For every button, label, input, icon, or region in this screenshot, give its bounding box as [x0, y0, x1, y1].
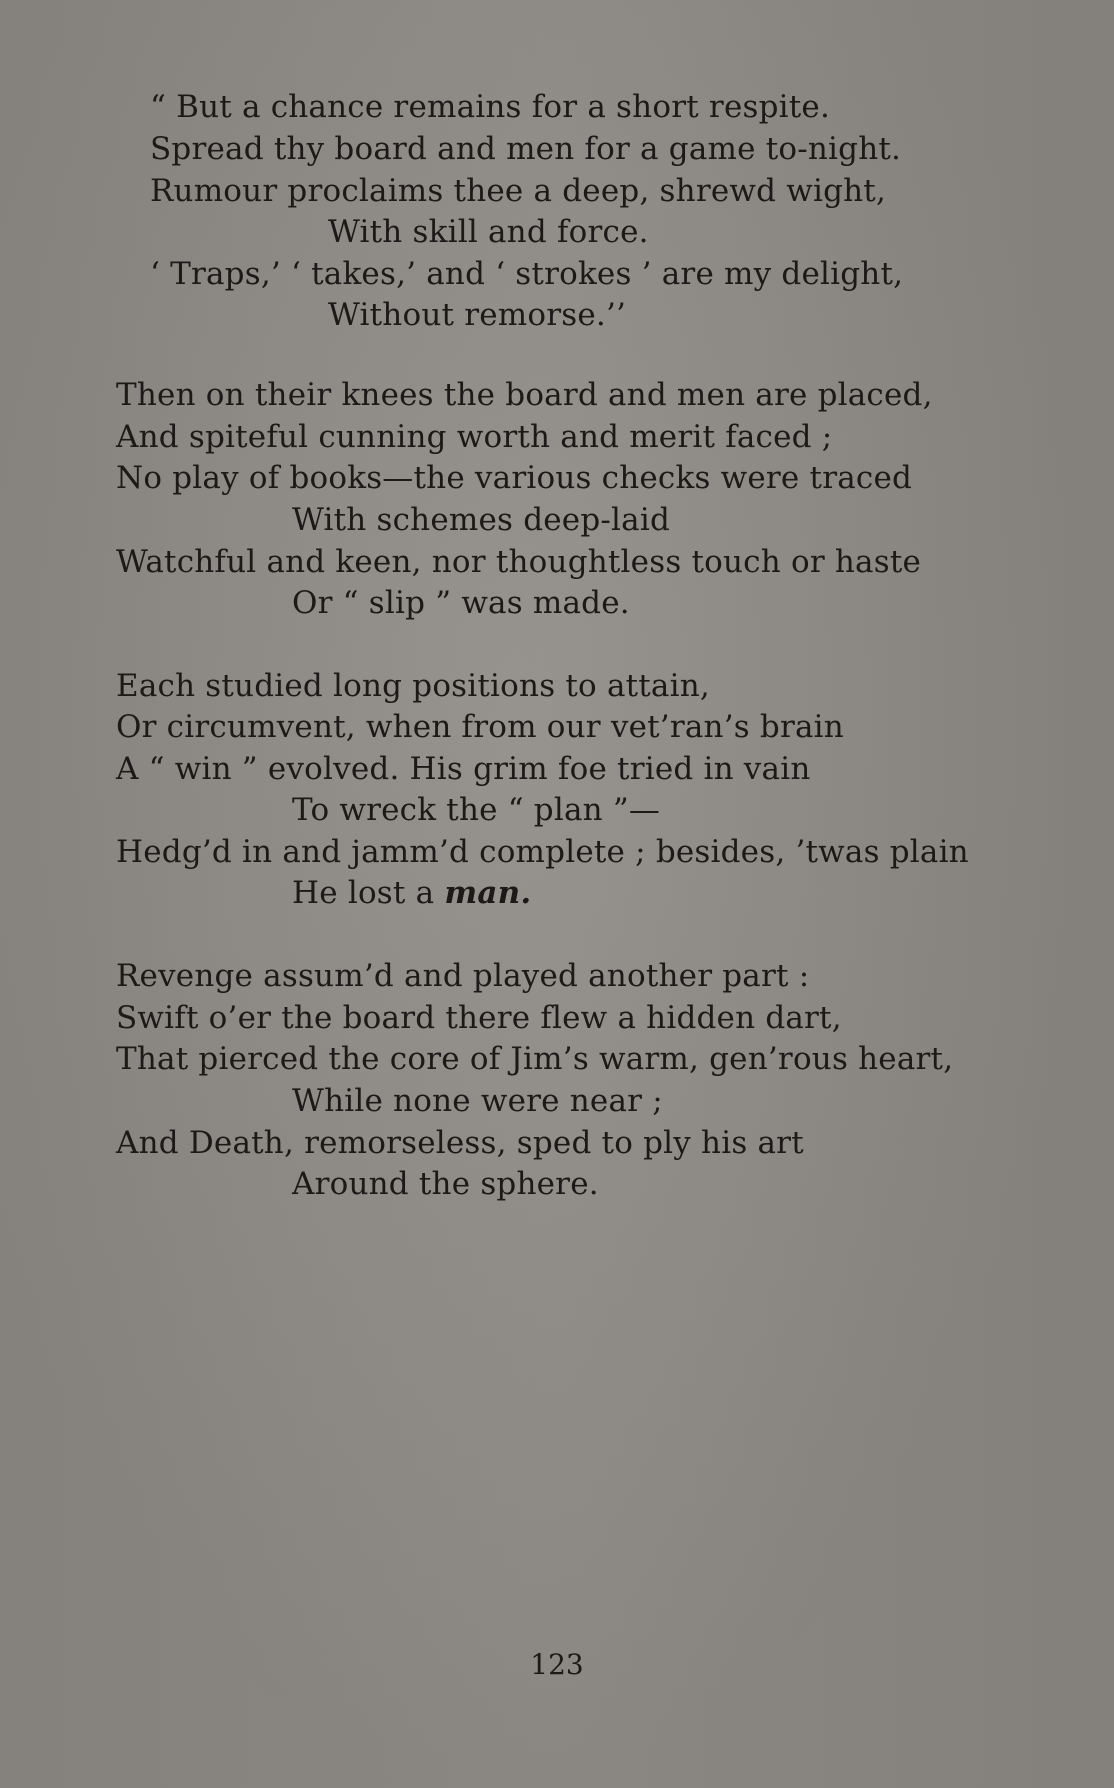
page-number: 123	[530, 1648, 584, 1681]
poem-line: A “ win ” evolved. His grim foe tried in vain	[116, 751, 811, 787]
poem-line: To wreck the “ plan ”—	[292, 792, 661, 828]
poem-line: “ But a chance remains for a short respite.	[150, 89, 831, 125]
poem-line: Revenge assum’d and played another part :	[116, 958, 810, 994]
poem-line: Or “ slip ” was made.	[292, 585, 630, 621]
poem-line: Spread thy board and men for a game to-night.	[150, 131, 902, 167]
poem-line: Each studied long positions to attain,	[116, 668, 710, 704]
poem-line: Swift o’er the board there flew a hidden dart,	[116, 1000, 842, 1036]
poem-line	[292, 874, 531, 912]
poem-line: Watchful and keen, nor thoughtless touch or haste	[116, 544, 922, 580]
poem-line: And spiteful cunning worth and merit faced ;	[116, 419, 833, 455]
poem-line: While none were near ;	[292, 1083, 663, 1119]
poem-line: With schemes deep-laid	[292, 502, 671, 538]
poem-line: ‘ Traps,’ ‘ takes,’ and ‘ strokes ’ are my delight,	[150, 256, 904, 292]
poem-line: Then on their knees the board and men are placed,	[116, 377, 933, 413]
poem-line: Without remorse.’’	[328, 297, 627, 333]
poem-line: Rumour proclaims thee a deep, shrewd wight,	[150, 173, 886, 209]
poem-line: With skill and force.	[328, 214, 649, 250]
poem-line: No play of books—the various checks were traced	[116, 460, 913, 496]
poem-line: And Death, remorseless, sped to ply his art	[116, 1125, 804, 1161]
poem-line: Hedg’d in and jamm’d complete ; besides, ’twas plain	[116, 834, 969, 870]
poem-line-text: He lost a	[292, 875, 435, 911]
poem-line: Or circumvent, when from our vet’ran’s brain	[116, 709, 844, 745]
poem-line: Around the sphere.	[292, 1166, 599, 1202]
poem-line: That pierced the core of Jim’s warm, gen’rous heart,	[116, 1041, 954, 1077]
emphasis-word: man.	[444, 875, 532, 911]
